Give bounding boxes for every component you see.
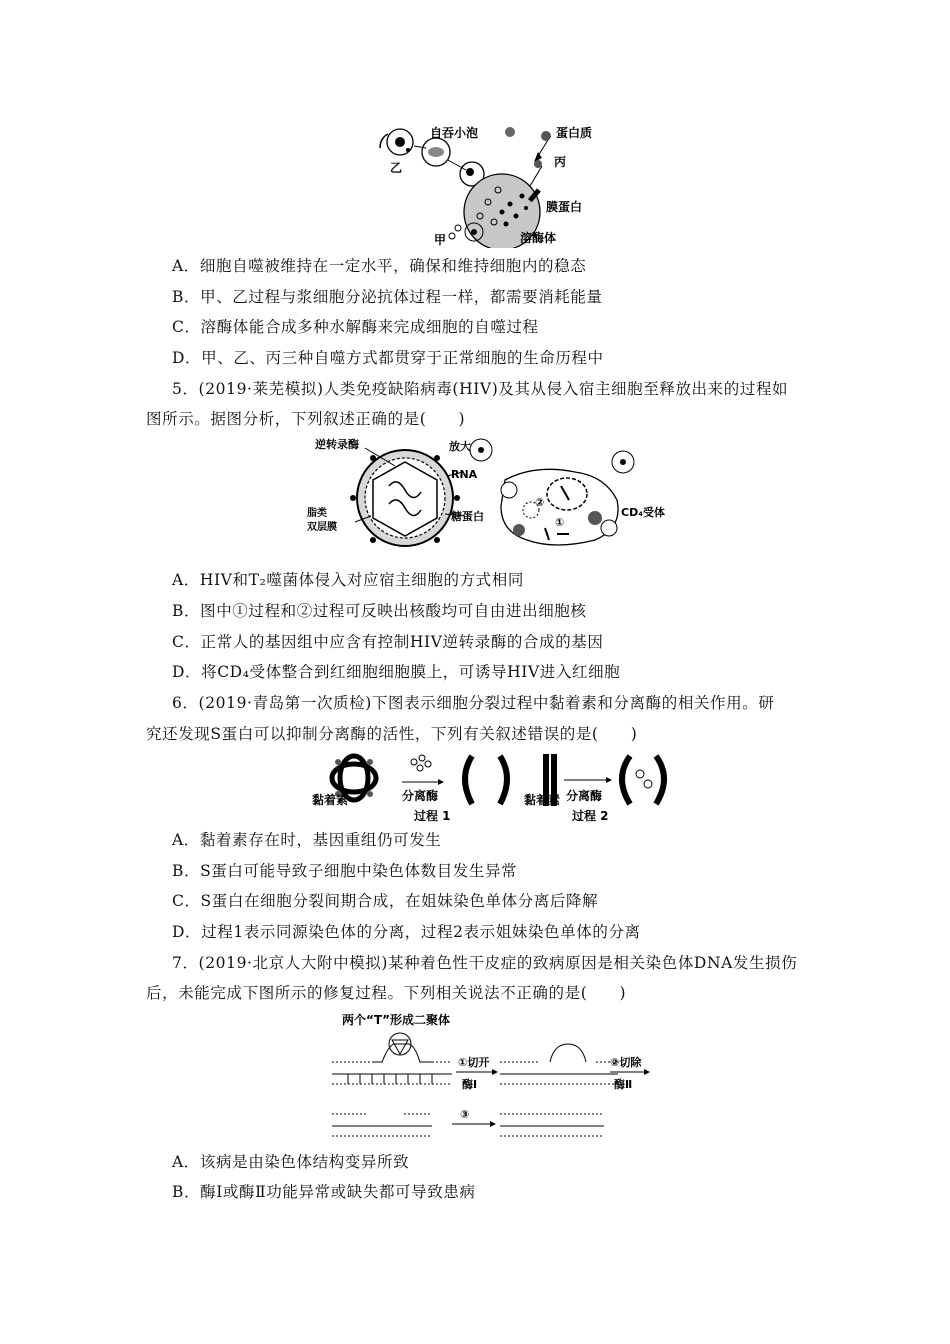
dimer-title: 两个“T”形成二聚体 — [342, 1013, 450, 1027]
q5-option-c: C．正常人的基因组中应含有控制HIV逆转录酶的合成的基因 — [172, 633, 604, 651]
separase-label-2: 分离酶 — [566, 789, 603, 803]
q4-option-c: C．溶酶体能合成多种水解酶来完成细胞的自噬过程 — [172, 318, 539, 336]
autophagosome-label: 自吞小泡 — [430, 126, 479, 140]
q4-option-d: D．甲、乙、丙三种自噬方式都贯穿于正常细胞的生命历程中 — [172, 349, 604, 367]
separase-label-1: 分离酶 — [402, 789, 439, 803]
membrane-protein-label: 膜蛋白 — [546, 200, 583, 214]
step3-label: ③ — [460, 1108, 470, 1121]
protein-label: 蛋白质 — [556, 126, 593, 140]
lysosome-label: 溶酶体 — [520, 231, 557, 245]
process1-label: 过程 1 — [414, 809, 451, 823]
step2-label: ② — [535, 496, 545, 509]
q5-option-a: A．HIV和T₂噬菌体侵入对应宿主细胞的方式相同 — [172, 571, 524, 589]
q7-option-b: B．酶Ⅰ或酶Ⅱ功能异常或缺失都可导致患病 — [172, 1183, 476, 1201]
bing-label: 丙 — [554, 155, 567, 169]
q6-stem-line2: 究还发现S蛋白可以抑制分离酶的活性，下列有关叙述错误的是( ) — [146, 725, 638, 743]
dna-repair-figure — [328, 1010, 658, 1146]
autophagy-figure — [370, 120, 620, 248]
remove-label: ②切除 — [610, 1056, 642, 1069]
glycoprotein-label: 糖蛋白 — [451, 510, 484, 523]
cohesin-label-2: 黏着素 — [524, 793, 561, 807]
bilayer-label: 双层膜 — [307, 522, 337, 533]
jia-label: 甲 — [434, 233, 447, 247]
yi-label: 乙 — [390, 161, 403, 175]
q6-option-a: A．黏着素存在时，基因重组仍可发生 — [172, 831, 442, 849]
q4-option-a: A．细胞自噬被维持在一定水平，确保和维持细胞内的稳态 — [172, 257, 587, 275]
q5-option-d: D．将CD₄受体整合到红细胞细胞膜上，可诱导HIV进入红细胞 — [172, 663, 621, 681]
q6-option-c: C．S蛋白在细胞分裂间期合成，在姐妹染色单体分离后降解 — [172, 892, 599, 910]
hiv-figure — [305, 436, 665, 554]
amplify-label: 放大 — [449, 440, 471, 453]
reverse-transcriptase-label: 逆转录酶 — [315, 438, 359, 451]
enzyme2-label: 酶Ⅱ — [614, 1078, 633, 1091]
q6-option-b: B．S蛋白可能导致子细胞中染色体数目发生异常 — [172, 862, 518, 880]
cohesin-figure — [310, 750, 680, 824]
cut-label: ①切开 — [458, 1056, 490, 1069]
q6-stem-line1: 6．(2019·青岛第一次质检)下图表示细胞分裂过程中黏着素和分离酶的相关作用。研 — [172, 694, 775, 712]
q4-option-b: B．甲、乙过程与浆细胞分泌抗体过程一样，都需要消耗能量 — [172, 288, 603, 306]
q7-stem-line2: 后，未能完成下图所示的修复过程。下列相关说法不正确的是( ) — [146, 984, 627, 1002]
cd4-label: CD₄受体 — [621, 506, 665, 519]
lipid-label: 脂类 — [307, 508, 327, 519]
q5-stem-line2: 图所示。据图分析，下列叙述正确的是( ) — [146, 410, 466, 428]
step1-label: ① — [555, 516, 565, 529]
cohesin-label-1: 黏着素 — [312, 793, 349, 807]
q6-option-d: D．过程1表示同源染色体的分离，过程2表示姐妹染色单体的分离 — [172, 923, 641, 941]
rna-label: RNA — [451, 468, 478, 481]
q5-stem-line1: 5．(2019·莱芜模拟)人类免疫缺陷病毒(HIV)及其从侵入宿主细胞至释放出来的过程如 — [172, 380, 789, 398]
process2-label: 过程 2 — [572, 809, 609, 823]
q7-stem-line1: 7．(2019·北京人大附中模拟)某种着色性干皮症的致病原因是相关染色体DNA发生损伤 — [172, 954, 798, 972]
q7-option-a: A．该病是由染色体结构变异所致 — [172, 1153, 410, 1171]
q5-option-b: B．图中①过程和②过程可反映出核酸均可自由进出细胞核 — [172, 602, 587, 620]
enzyme1-label: 酶Ⅰ — [462, 1078, 478, 1091]
